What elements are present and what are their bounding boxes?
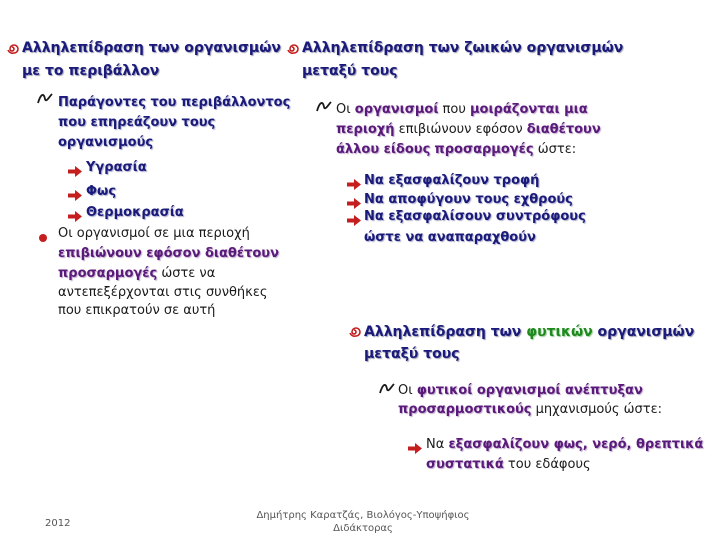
adaptive-term: προσαρμοστικούς	[398, 402, 532, 417]
plants-heading-line-1	[364, 322, 694, 342]
organisms-term: οργανισμοί	[354, 102, 439, 117]
plants-para-text: Οι	[398, 383, 417, 398]
plant-term: φυτικών	[526, 324, 593, 340]
factors-line-1: Παράγοντες του περιβάλλοντος	[58, 95, 291, 110]
footer-author	[238, 509, 488, 535]
plant-organisms-term: φυτικοί οργανισμοί ανέπτυξαν	[416, 383, 643, 398]
plants-goal-text: του εδάφους	[503, 457, 591, 472]
plants-goal-text: Να	[426, 437, 449, 452]
adaptation-para-line-3	[58, 265, 215, 282]
plants-para-text: μηχανισμούς ώστε:	[531, 402, 663, 417]
factor-item-temperature: Θερμοκρασία	[86, 205, 184, 220]
adaptations-term: προσαρμογές	[58, 266, 158, 281]
share-area-term: μοιράζονται μια	[469, 102, 588, 117]
plants-heading-text: οργανισμών	[592, 324, 695, 340]
squiggle-icon	[379, 380, 395, 399]
plants-goal-line-2	[426, 456, 591, 473]
squiggle-icon	[316, 98, 332, 117]
goal-enemies: Να αποφύγουν τους εχθρούς	[364, 192, 573, 207]
spiral-icon	[347, 324, 361, 343]
animals-intro-text: που	[438, 102, 470, 117]
plants-heading-line-2: μεταξύ τους	[364, 346, 460, 362]
possess-term: διαθέτουν	[526, 122, 601, 137]
plants-goal-line-1	[426, 436, 703, 453]
adaptations-term: προσαρμογές	[434, 142, 534, 157]
area-term: περιοχή	[336, 122, 395, 137]
arrow-right-icon	[347, 211, 361, 230]
nutrients-term: συστατικά	[426, 457, 504, 472]
arrow-right-icon	[68, 186, 82, 205]
animals-intro-text: Οι	[336, 102, 355, 117]
animals-intro-line-2	[336, 121, 601, 138]
animals-intro-line-3	[336, 141, 576, 158]
footer-author-line-1: Δημήτρης Καρατζάς, Βιολόγος-Υποψήφιος	[256, 510, 470, 521]
plants-para-line-2	[398, 401, 662, 418]
adaptation-para-line-5: που επικρατούν σε αυτή	[58, 303, 216, 318]
animals-intro-line-1	[336, 101, 588, 118]
plants-heading-text: Αλληλεπίδραση των	[364, 324, 527, 340]
factors-line-2: που επηρεάζουν τους	[58, 115, 216, 130]
factor-item-humidity: Υγρασία	[86, 160, 147, 175]
right-heading-line-1: Αλληλεπίδραση των ζωικών οργανισμών	[302, 40, 624, 56]
arrow-right-icon	[408, 439, 422, 458]
squiggle-icon	[37, 90, 53, 109]
arrow-right-icon	[347, 175, 361, 194]
arrow-right-icon	[68, 162, 82, 181]
animals-intro-text: ώστε:	[533, 142, 577, 157]
goal-mates: Να εξασφαλίσουν συντρόφους	[364, 209, 586, 224]
footer-year: 2012	[45, 518, 71, 529]
factors-line-3: οργανισμούς	[58, 135, 154, 150]
adaptation-para-line-1: Οι οργανισμοί σε μια περιοχή	[58, 226, 250, 241]
adaptation-para-line-4: αντεπεξέρχονται στις συνθήκες	[58, 285, 268, 300]
other-kind-term: άλλου είδους	[336, 142, 431, 157]
adaptation-para-text: ώστε να	[157, 266, 216, 281]
footer-author-line-2: Διδάκτορας	[333, 523, 393, 534]
spiral-icon	[5, 41, 19, 60]
dot-bullet-icon	[38, 228, 48, 247]
arrow-right-icon	[68, 207, 82, 226]
plants-para-line-1	[398, 382, 643, 399]
right-heading-line-2: μεταξύ τους	[302, 63, 398, 79]
goal-reproduce: ώστε να αναπαραχθούν	[364, 230, 536, 245]
spiral-icon	[285, 41, 299, 60]
left-heading-line-1: Αλληλεπίδραση των οργανισμών	[22, 40, 281, 56]
resources-term: εξασφαλίζουν φως, νερό, θρεπτικά	[448, 437, 704, 452]
adaptation-para-line-2: επιβιώνουν εφόσον διαθέτουν	[58, 246, 279, 261]
factor-item-light: Φως	[86, 184, 117, 199]
left-heading-line-2: με το περιβάλλον	[22, 63, 160, 79]
goal-food: Να εξασφαλίζουν τροφή	[364, 173, 540, 188]
animals-intro-text: επιβιώνουν εφόσον	[394, 122, 527, 137]
